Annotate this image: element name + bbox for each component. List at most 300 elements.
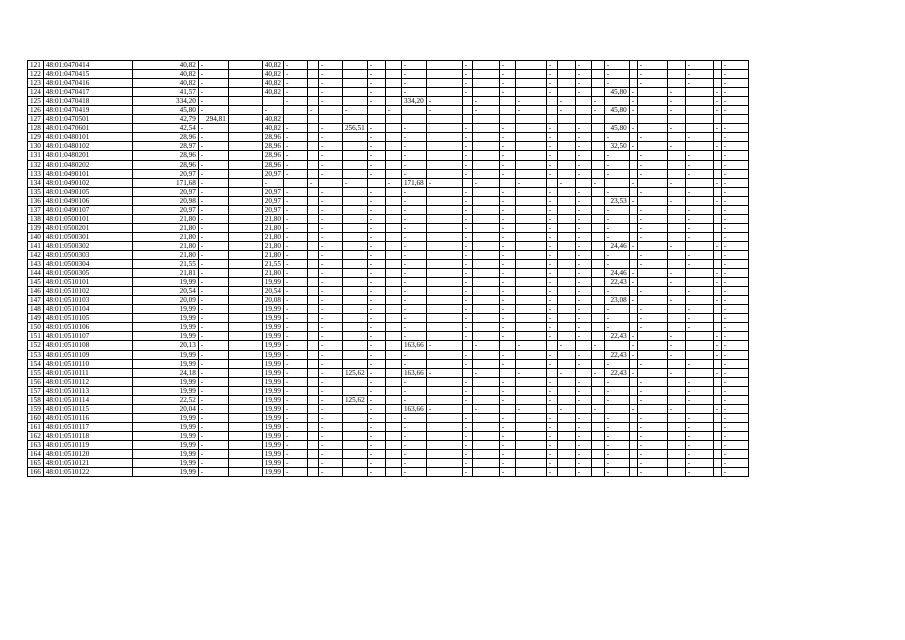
value-cell <box>557 169 575 178</box>
value-cell: - <box>685 205 713 214</box>
value-cell <box>385 79 401 88</box>
value-cell: - <box>198 223 228 232</box>
value-cell: 19,99 <box>132 278 198 287</box>
value-cell <box>342 88 367 97</box>
cadastral-number-cell: 48:01:0510108 <box>43 341 132 350</box>
value-cell: - <box>401 70 426 79</box>
value-cell: 19,99 <box>262 450 283 459</box>
value-cell <box>472 260 499 269</box>
value-cell: - <box>283 61 307 70</box>
value-cell <box>667 160 685 169</box>
value-cell <box>557 359 575 368</box>
value-cell <box>228 305 262 314</box>
value-cell: - <box>637 160 667 169</box>
value-cell: - <box>604 232 629 241</box>
value-cell: - <box>318 332 342 341</box>
row-number-cell: 156 <box>28 377 44 386</box>
row-number-cell: 153 <box>28 350 44 359</box>
value-cell <box>228 79 262 88</box>
value-cell <box>557 422 575 431</box>
value-cell: - <box>462 377 472 386</box>
value-cell: - <box>318 241 342 250</box>
value-cell: - <box>318 323 342 332</box>
value-cell: - <box>198 459 228 468</box>
value-cell <box>472 377 499 386</box>
value-cell: - <box>198 187 228 196</box>
value-cell: - <box>318 124 342 133</box>
value-cell <box>342 450 367 459</box>
value-cell <box>591 278 604 287</box>
value-cell <box>557 431 575 440</box>
value-cell <box>629 70 637 79</box>
value-cell <box>307 142 318 151</box>
value-cell <box>426 232 462 241</box>
value-cell <box>307 160 318 169</box>
value-cell <box>515 250 546 259</box>
value-cell: - <box>462 241 472 250</box>
value-cell: - <box>318 350 342 359</box>
row-number-cell: 126 <box>28 106 44 115</box>
value-cell <box>557 124 575 133</box>
value-cell: - <box>367 79 385 88</box>
value-cell: - <box>462 169 472 178</box>
value-cell: - <box>283 160 307 169</box>
value-cell <box>515 133 546 142</box>
row-number-cell: 124 <box>28 88 44 97</box>
value-cell <box>557 160 575 169</box>
value-cell: - <box>667 142 685 151</box>
value-cell: - <box>515 178 546 187</box>
value-cell: 28,96 <box>262 151 283 160</box>
table-row <box>28 214 749 223</box>
value-cell: - <box>685 468 713 477</box>
value-cell: - <box>685 61 713 70</box>
value-cell <box>472 359 499 368</box>
value-cell: - <box>283 124 307 133</box>
value-cell: - <box>629 88 637 97</box>
value-cell: - <box>557 178 575 187</box>
value-cell <box>685 142 713 151</box>
value-cell: - <box>499 151 515 160</box>
value-cell: - <box>283 422 307 431</box>
value-cell <box>499 178 515 187</box>
value-cell: - <box>307 178 318 187</box>
table-row <box>28 468 749 477</box>
value-cell <box>557 395 575 404</box>
value-cell: 163,66 <box>401 341 426 350</box>
table-row <box>28 305 749 314</box>
table-row <box>28 386 749 395</box>
value-cell <box>515 413 546 422</box>
value-cell <box>604 97 629 106</box>
value-cell: - <box>629 196 637 205</box>
value-cell: - <box>462 142 472 151</box>
value-cell <box>385 314 401 323</box>
cadastral-number-cell: 48:01:0490101 <box>43 169 132 178</box>
value-cell: 19,99 <box>132 422 198 431</box>
value-cell <box>228 97 262 106</box>
cadastral-number-cell: 48:01:0470419 <box>43 106 132 115</box>
value-cell: - <box>667 97 685 106</box>
value-cell <box>629 260 637 269</box>
value-cell <box>342 305 367 314</box>
value-cell <box>515 142 546 151</box>
value-cell <box>667 440 685 449</box>
value-cell: - <box>367 160 385 169</box>
value-cell: - <box>367 214 385 223</box>
value-cell <box>472 88 499 97</box>
value-cell: - <box>367 368 385 377</box>
value-cell <box>228 413 262 422</box>
value-cell: - <box>367 223 385 232</box>
value-cell <box>342 341 367 350</box>
value-cell: - <box>198 404 228 413</box>
value-cell: - <box>198 133 228 142</box>
value-cell <box>575 404 591 413</box>
value-cell: 40,82 <box>132 61 198 70</box>
value-cell: - <box>283 450 307 459</box>
value-cell <box>228 160 262 169</box>
value-cell: - <box>721 88 748 97</box>
value-cell: - <box>685 305 713 314</box>
value-cell: - <box>283 287 307 296</box>
value-cell: - <box>462 250 472 259</box>
value-cell: - <box>637 459 667 468</box>
value-cell <box>342 314 367 323</box>
value-cell <box>713 287 721 296</box>
value-cell: - <box>367 232 385 241</box>
table-row <box>28 115 749 124</box>
value-cell: - <box>318 341 342 350</box>
value-cell <box>472 468 499 477</box>
value-cell: - <box>546 169 557 178</box>
value-cell <box>385 287 401 296</box>
value-cell: - <box>629 124 637 133</box>
value-cell <box>228 431 262 440</box>
value-cell: - <box>318 422 342 431</box>
value-cell: - <box>367 314 385 323</box>
value-cell: - <box>546 269 557 278</box>
value-cell: - <box>198 241 228 250</box>
value-cell: - <box>575 440 591 449</box>
value-cell <box>472 422 499 431</box>
value-cell: - <box>401 278 426 287</box>
value-cell: - <box>629 296 637 305</box>
value-cell: - <box>318 459 342 468</box>
value-cell <box>667 422 685 431</box>
value-cell: - <box>462 350 472 359</box>
value-cell <box>637 341 667 350</box>
value-cell <box>307 269 318 278</box>
value-cell <box>228 223 262 232</box>
value-cell <box>575 115 591 124</box>
value-cell: 24,46 <box>604 241 629 250</box>
value-cell: - <box>318 359 342 368</box>
value-cell <box>342 223 367 232</box>
value-cell <box>557 79 575 88</box>
value-cell <box>713 377 721 386</box>
value-cell <box>385 404 401 413</box>
value-cell <box>713 422 721 431</box>
value-cell <box>557 151 575 160</box>
value-cell: 19,99 <box>262 368 283 377</box>
value-cell: - <box>546 61 557 70</box>
value-cell: - <box>721 142 748 151</box>
value-cell: - <box>283 205 307 214</box>
value-cell <box>472 115 499 124</box>
value-cell <box>685 124 713 133</box>
value-cell <box>557 296 575 305</box>
value-cell: - <box>546 468 557 477</box>
value-cell <box>426 305 462 314</box>
value-cell: - <box>629 241 637 250</box>
value-cell: - <box>499 395 515 404</box>
value-cell: 40,82 <box>262 88 283 97</box>
value-cell <box>342 187 367 196</box>
value-cell <box>318 178 342 187</box>
value-cell: - <box>318 368 342 377</box>
table-row <box>28 178 749 187</box>
value-cell <box>342 115 367 124</box>
value-cell: 163,66 <box>401 368 426 377</box>
value-cell <box>667 214 685 223</box>
value-cell: - <box>462 278 472 287</box>
value-cell: - <box>499 214 515 223</box>
value-cell: - <box>462 440 472 449</box>
value-cell <box>367 106 385 115</box>
value-cell <box>557 459 575 468</box>
value-cell: - <box>546 386 557 395</box>
value-cell: 22,52 <box>132 395 198 404</box>
value-cell: - <box>721 124 748 133</box>
value-cell: - <box>604 79 629 88</box>
value-cell: - <box>721 459 748 468</box>
value-cell <box>385 450 401 459</box>
value-cell <box>385 214 401 223</box>
value-cell: - <box>472 106 499 115</box>
value-cell <box>713 250 721 259</box>
value-cell: - <box>637 440 667 449</box>
value-cell <box>342 250 367 259</box>
value-cell: - <box>604 223 629 232</box>
value-cell: - <box>499 440 515 449</box>
value-cell <box>515 395 546 404</box>
value-cell: - <box>462 151 472 160</box>
value-cell <box>685 332 713 341</box>
value-cell: - <box>721 214 748 223</box>
value-cell <box>637 115 667 124</box>
value-cell: - <box>499 314 515 323</box>
value-cell <box>667 431 685 440</box>
value-cell <box>307 70 318 79</box>
value-cell <box>385 440 401 449</box>
value-cell: - <box>604 431 629 440</box>
value-cell: - <box>685 151 713 160</box>
value-cell <box>685 115 713 124</box>
value-cell: 20,08 <box>262 296 283 305</box>
value-cell <box>629 250 637 259</box>
value-cell <box>667 232 685 241</box>
value-cell: - <box>367 431 385 440</box>
value-cell: - <box>283 241 307 250</box>
value-cell: - <box>713 142 721 151</box>
value-cell: - <box>318 305 342 314</box>
value-cell: - <box>546 450 557 459</box>
value-cell <box>228 314 262 323</box>
value-cell: 19,99 <box>262 468 283 477</box>
value-cell: - <box>401 314 426 323</box>
value-cell: - <box>198 440 228 449</box>
value-cell: - <box>318 386 342 395</box>
value-cell: - <box>367 97 385 106</box>
value-cell <box>515 431 546 440</box>
value-cell: 19,99 <box>262 440 283 449</box>
value-cell: - <box>499 431 515 440</box>
value-cell <box>342 359 367 368</box>
value-cell: - <box>604 187 629 196</box>
value-cell: - <box>546 440 557 449</box>
value-cell: - <box>575 124 591 133</box>
value-cell: - <box>401 223 426 232</box>
value-cell <box>426 332 462 341</box>
value-cell: - <box>462 232 472 241</box>
value-cell <box>591 61 604 70</box>
value-cell: - <box>546 323 557 332</box>
value-cell <box>307 187 318 196</box>
value-cell: - <box>667 178 685 187</box>
value-cell <box>426 350 462 359</box>
value-cell <box>629 377 637 386</box>
value-cell <box>591 431 604 440</box>
value-cell <box>228 214 262 223</box>
value-cell: - <box>685 431 713 440</box>
value-cell <box>667 187 685 196</box>
value-cell <box>228 468 262 477</box>
value-cell: - <box>546 332 557 341</box>
value-cell <box>426 223 462 232</box>
table-row <box>28 97 749 106</box>
value-cell <box>307 250 318 259</box>
value-cell: - <box>401 124 426 133</box>
value-cell: - <box>685 359 713 368</box>
value-cell: - <box>283 386 307 395</box>
value-cell: - <box>637 250 667 259</box>
value-cell: - <box>685 386 713 395</box>
value-cell <box>713 169 721 178</box>
value-cell <box>342 196 367 205</box>
value-cell: - <box>198 431 228 440</box>
value-cell: - <box>575 61 591 70</box>
value-cell <box>515 440 546 449</box>
cadastral-number-cell: 48:01:0470416 <box>43 79 132 88</box>
value-cell <box>307 450 318 459</box>
value-cell <box>515 88 546 97</box>
value-cell: - <box>713 368 721 377</box>
value-cell: - <box>472 178 499 187</box>
value-cell: - <box>546 187 557 196</box>
value-cell: - <box>499 223 515 232</box>
value-cell: - <box>283 440 307 449</box>
value-cell: 24,46 <box>604 269 629 278</box>
value-cell: - <box>342 106 367 115</box>
value-cell: - <box>575 151 591 160</box>
cadastral-number-cell: 48:01:0510105 <box>43 314 132 323</box>
value-cell: - <box>401 196 426 205</box>
value-cell: - <box>462 223 472 232</box>
value-cell <box>515 187 546 196</box>
value-cell: - <box>367 70 385 79</box>
row-number-cell: 142 <box>28 250 44 259</box>
value-cell <box>426 187 462 196</box>
value-cell: - <box>713 278 721 287</box>
value-cell <box>472 142 499 151</box>
value-cell <box>591 468 604 477</box>
value-cell <box>591 269 604 278</box>
value-cell: - <box>637 70 667 79</box>
value-cell: - <box>575 323 591 332</box>
value-cell: - <box>283 250 307 259</box>
value-cell <box>228 187 262 196</box>
value-cell: 19,99 <box>132 440 198 449</box>
value-cell: - <box>426 341 462 350</box>
value-cell <box>637 350 667 359</box>
value-cell <box>307 395 318 404</box>
value-cell: - <box>604 305 629 314</box>
cadastral-number-cell: 48:01:0470501 <box>43 115 132 124</box>
value-cell <box>385 61 401 70</box>
table-row <box>28 205 749 214</box>
value-cell: - <box>721 431 748 440</box>
value-cell <box>591 296 604 305</box>
value-cell: - <box>637 323 667 332</box>
cadastral-number-cell: 48:01:0510119 <box>43 440 132 449</box>
value-cell <box>629 323 637 332</box>
value-cell <box>228 61 262 70</box>
value-cell <box>462 368 472 377</box>
value-cell <box>472 61 499 70</box>
value-cell <box>426 142 462 151</box>
value-cell: - <box>367 187 385 196</box>
value-cell: - <box>575 287 591 296</box>
value-cell: - <box>637 223 667 232</box>
value-cell: - <box>367 377 385 386</box>
value-cell <box>557 269 575 278</box>
value-cell: - <box>401 214 426 223</box>
value-cell <box>307 296 318 305</box>
row-number-cell: 148 <box>28 305 44 314</box>
value-cell: - <box>401 359 426 368</box>
value-cell <box>591 115 604 124</box>
value-cell: 23,53 <box>604 196 629 205</box>
value-cell: - <box>575 241 591 250</box>
value-cell: - <box>367 413 385 422</box>
value-cell <box>713 133 721 142</box>
value-cell <box>713 395 721 404</box>
cadastral-number-cell: 48:01:0480101 <box>43 133 132 142</box>
value-cell <box>401 106 426 115</box>
value-cell <box>385 341 401 350</box>
value-cell <box>591 440 604 449</box>
value-cell <box>591 332 604 341</box>
value-cell: - <box>401 160 426 169</box>
value-cell: - <box>713 124 721 133</box>
value-cell <box>515 269 546 278</box>
value-cell <box>685 241 713 250</box>
value-cell <box>342 440 367 449</box>
value-cell: - <box>604 359 629 368</box>
value-cell: - <box>721 287 748 296</box>
value-cell <box>557 305 575 314</box>
